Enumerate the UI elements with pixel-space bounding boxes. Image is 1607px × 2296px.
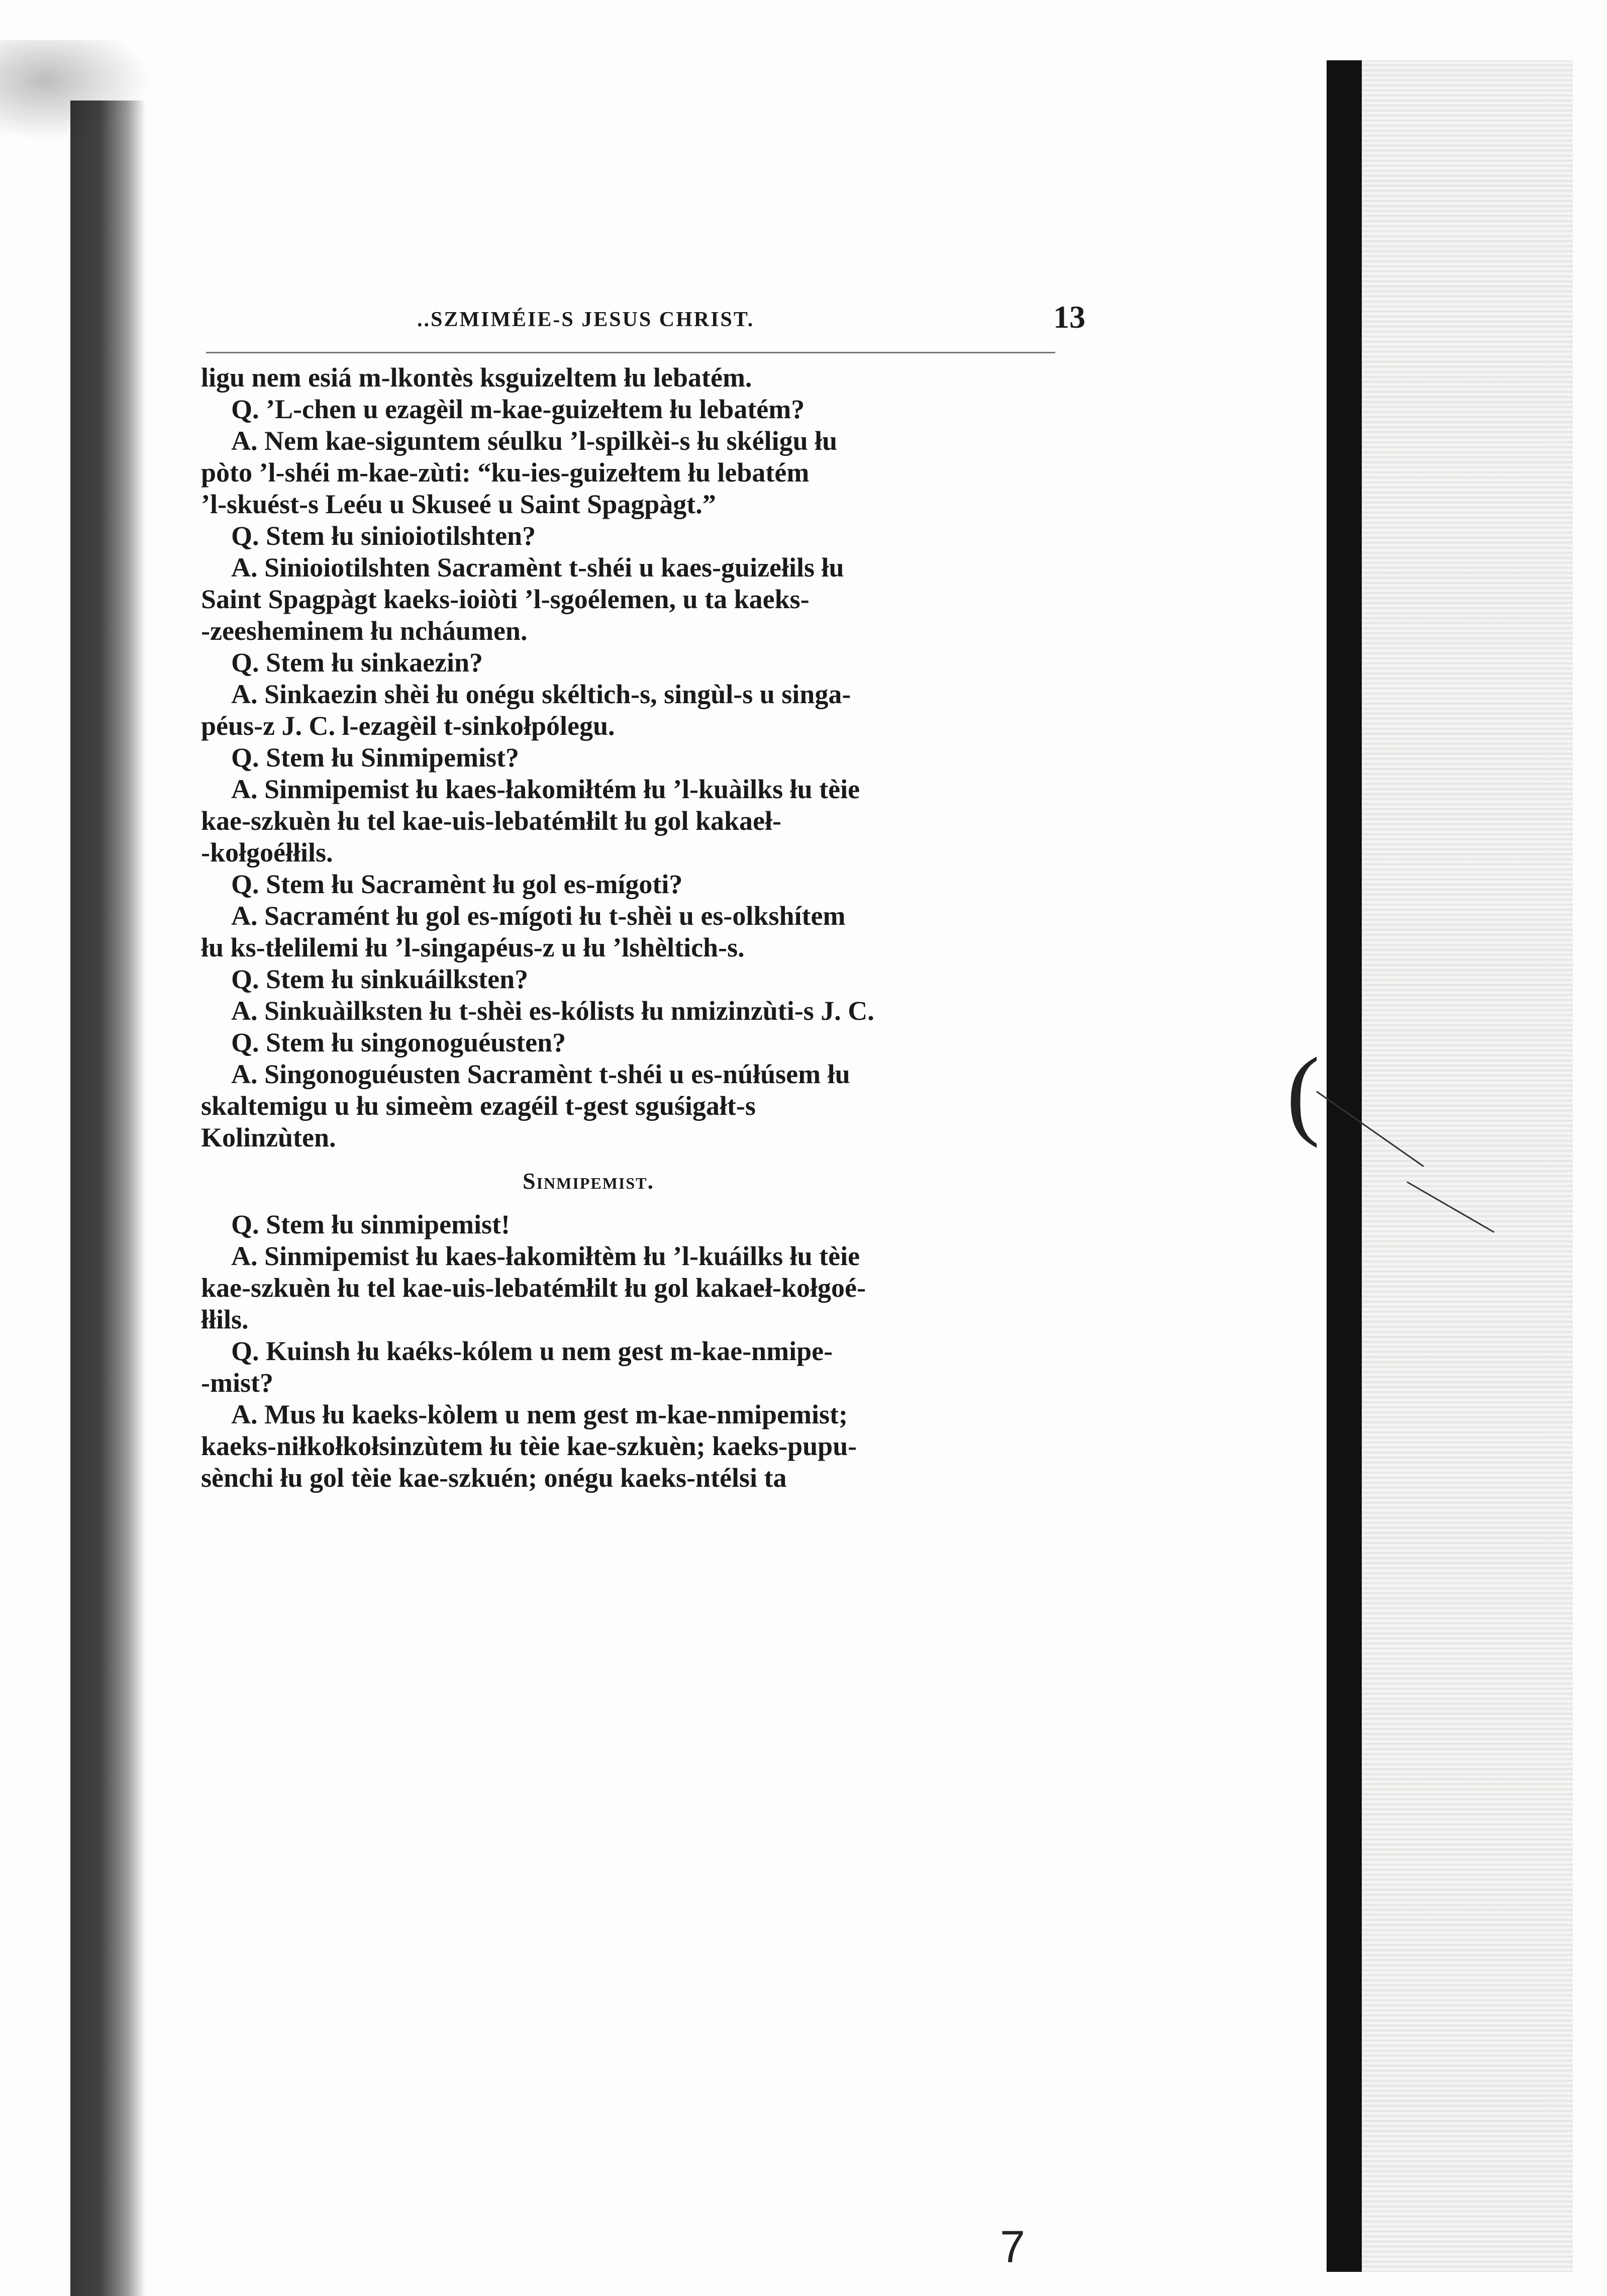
page-header <box>417 299 1085 343</box>
text-line: skaltemigu u łu simeèm ezagéil t-gest sguśigałt-s <box>201 1091 756 1121</box>
text-line: kae-szkuèn łu tel kae-uis-lebatémłilt łu gol kakaeł-kołgoé- <box>201 1273 866 1303</box>
answer-line: A. Sacramént łu gol es-mígoti łu t-shèi u es-olkshítem <box>231 901 846 931</box>
answer-line: A. Sinmipemist łu kaes-łakomiłtém łu ’l-kuàilks łu tèie <box>231 774 860 804</box>
question-line: Q. Stem łu singonoguéusten? <box>231 1027 566 1058</box>
question-line: Q. Stem łu sinkaezin? <box>231 647 483 678</box>
answer-line: A. Sinmipemist łu kaes-łakomiłtèm łu ’l-kuáilks łu tèie <box>231 1241 860 1271</box>
text-line: péus-z J. C. l-ezagèil t-sinkołpólegu. <box>201 711 615 741</box>
header-rule <box>206 352 1055 353</box>
text-line: -zeesheminem łu ncháumen. <box>201 616 528 646</box>
question-line: Q. Stem łu sinkuáilksten? <box>231 964 529 994</box>
page-number: 13 <box>1053 299 1085 335</box>
answer-line: A. Nem kae-siguntem séulku ’l-spilkèi-s łu skéligu łu <box>231 426 838 456</box>
text-line: kae-szkuèn łu tel kae-uis-lebatémłilt łu gol kakaeł- <box>201 806 782 836</box>
text-line: łłils. <box>201 1304 249 1334</box>
text-line: łu ks-tłelilemi łu ’l-singapéus-z u łu ’lshèltich-s. <box>201 932 745 963</box>
question-line: Q. Kuinsh łu kaéks-kólem u nem gest m-kae-nmipe- <box>231 1336 833 1366</box>
answer-line: A. Sinioiotilshten Sacramènt t-shéi u kaes-guizełils łu <box>231 552 844 583</box>
text-line: -kołgoéłłils. <box>201 837 333 868</box>
bottom-margin-mark: 7 <box>1000 2222 1026 2272</box>
text-line: kaeks-niłkołkołsinzùtem łu tèie kae-szkuèn; kaeks-pupu- <box>201 1431 857 1461</box>
question-line: Q. Stem łu Sacramènt łu gol es-mígoti? <box>231 869 683 899</box>
answer-line: A. Sinkaezin shèi łu onégu skéltich-s, singùl-s u singa- <box>231 679 851 709</box>
text-line: Saint Spagpàgt kaeks-ioiòti ’l-sgoélemen, u ta kaeks- <box>201 584 810 614</box>
running-head: ..SZMIMÉIE-S JESUS CHRIST. <box>417 308 755 331</box>
text-line: pòto ’l-shéi m-kae-zùti: “ku-ies-guizełtem łu lebatém <box>201 457 810 488</box>
text-line: ligu nem esiá m-lkontès ksguizeltem łu lebatém. <box>201 362 752 393</box>
section-heading: Sinmipemist. <box>523 1168 654 1194</box>
scan-noise-right <box>1362 60 1573 2272</box>
margin-bracket-mark: ( <box>1286 1037 1320 1149</box>
page-edge-right <box>1327 60 1362 2272</box>
text-line: sènchi łu gol tèie kae-szkuén; onégu kaeks-ntélsi ta <box>201 1463 787 1493</box>
text-line: -mist? <box>201 1368 273 1398</box>
question-line: Q. Stem łu Sinmipemist? <box>231 742 520 773</box>
answer-line: A. Sinkuàilksten łu t-shèi es-kólists łu nmizinzùti-s J. C. <box>231 996 874 1026</box>
text-line: Kolinzùten. <box>201 1122 336 1153</box>
question-line: Q. Stem łu sinioiotilshten? <box>231 521 536 551</box>
answer-line: A. Mus łu kaeks-kòlem u nem gest m-kae-nmipemist; <box>231 1399 848 1429</box>
binding-shadow-left <box>70 101 146 2296</box>
question-line: Q. Stem łu sinmipemist! <box>231 1209 511 1239</box>
question-line: Q. ’L-chen u ezagèil m-kae-guizełtem łu lebatém? <box>231 394 805 424</box>
answer-line: A. Singonoguéusten Sacramènt t-shéi u es-núłúsem łu <box>231 1059 850 1089</box>
text-line: ’l-skuést-s Leéu u Skuseé u Saint Spagpàgt.” <box>201 489 716 519</box>
catechism-text <box>201 362 1095 1494</box>
